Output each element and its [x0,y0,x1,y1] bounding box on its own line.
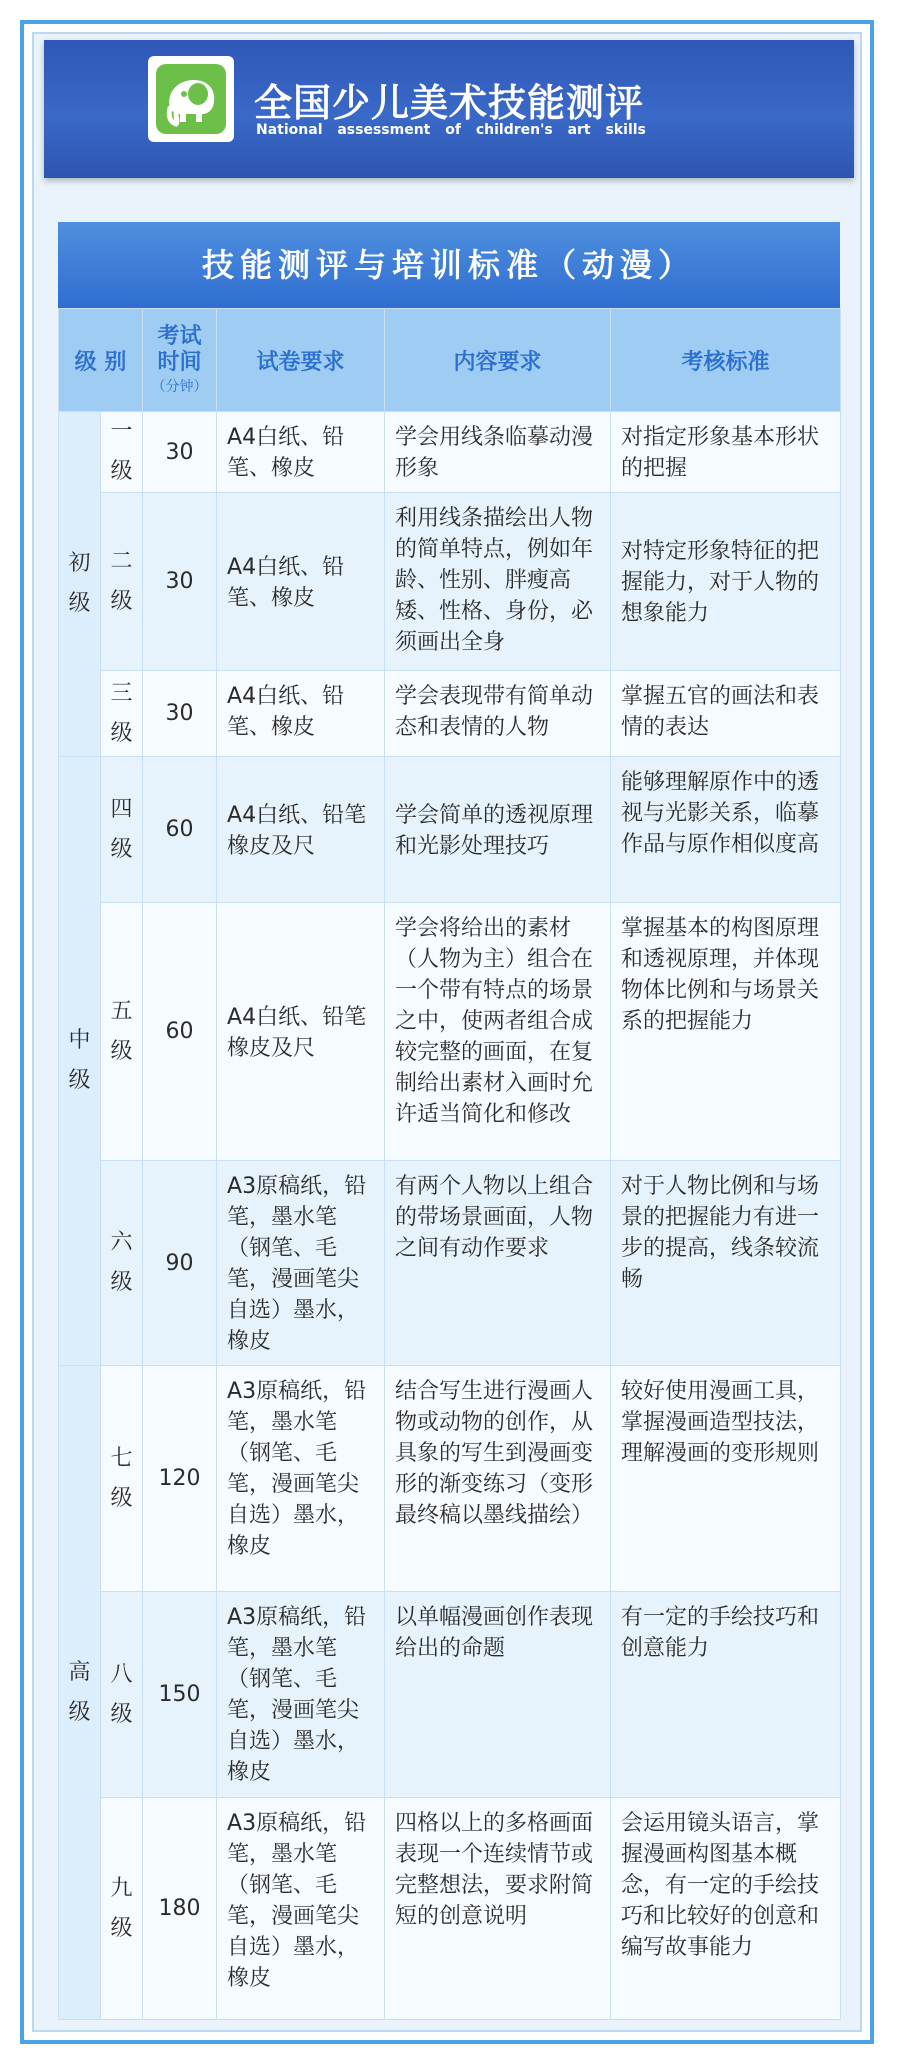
paper-cell: A4白纸、铅笔、橡皮 [217,671,385,757]
standard-cell: 较好使用漫画工具，掌握漫画造型技法，理解漫画的变形规则 [611,1366,841,1592]
content-cell: 以单幅漫画创作表现给出的命题 [385,1592,611,1798]
level-label: 三级 [110,680,133,746]
table-row [59,903,841,1161]
standard-cell: 会运用镜头语言，掌握漫画构图基本概念，有一定的手绘技巧和比较好的创意和编写故事能力 [611,1798,841,2020]
content-cell: 学会表现带有简单动态和表情的人物 [385,671,611,757]
time-cell: 60 [143,903,217,1161]
table-row [59,412,841,493]
standard-cell: 掌握基本的构图原理和透视原理，并体现物体比例和与场景关系的把握能力 [611,903,841,1161]
table-header-row [59,309,841,412]
time-cell: 30 [143,412,217,493]
standard-cell: 能够理解原作中的透视与光影关系，临摹作品与原作相似度高 [611,757,841,903]
level-cell [101,1161,143,1366]
table-title: 技能测评与培训标准（动漫） [58,222,840,308]
paper-cell: A4白纸、铅笔橡皮及尺 [217,903,385,1161]
standards-table-container [58,222,840,2020]
paper-cell: A4白纸、铅笔橡皮及尺 [217,757,385,903]
paper-cell: A3原稿纸，铅笔，墨水笔（钢笔、毛笔，漫画笔尖自选）墨水，橡皮 [217,1161,385,1366]
standard-cell: 对特定形象特征的把握能力，对于人物的想象能力 [611,493,841,671]
column-header-standard: 考核标准 [611,309,841,412]
time-cell: 150 [143,1592,217,1798]
time-cell: 30 [143,671,217,757]
standard-cell: 对于人物比例和与场景的把握能力有进一步的提高，线条较流畅 [611,1161,841,1366]
column-header-paper: 试卷要求 [217,309,385,412]
content-cell: 学会将给出的素材（人物为主）组合在一个带有特点的场景之中，使两者组合成较完整的画面，在复制给出素材入画时允许适当简化和修改 [385,903,611,1161]
column-header-content: 内容要求 [385,309,611,412]
level-cell [101,1366,143,1592]
level-label: 五级 [110,998,133,1064]
table-row [59,1592,841,1798]
table-row [59,1161,841,1366]
content-cell: 学会用线条临摹动漫形象 [385,412,611,493]
table-row [59,1366,841,1592]
content-cell: 有两个人物以上组合的带场景画面，人物之间有动作要求 [385,1161,611,1366]
standard-cell: 对指定形象基本形状的把握 [611,412,841,493]
table-row [59,493,841,671]
content-cell: 四格以上的多格画面表现一个连续情节或完整想法，要求附简短的创意说明 [385,1798,611,2020]
level-cell [101,903,143,1161]
time-cell: 90 [143,1161,217,1366]
header-banner [44,40,854,178]
time-cell: 30 [143,493,217,671]
time-cell: 60 [143,757,217,903]
level-label: 一级 [110,419,133,484]
column-header-time [143,309,217,412]
elephant-icon [156,64,226,134]
time-cell: 180 [143,1798,217,2020]
paper-cell: A4白纸、铅笔、橡皮 [217,412,385,493]
header-title: 全国少儿美术技能测评 [254,81,645,125]
level-label: 八级 [110,1661,133,1727]
standard-cell: 有一定的手绘技巧和创意能力 [611,1592,841,1798]
paper-cell: A3原稿纸，铅笔，墨水笔（钢笔、毛笔，漫画笔尖自选）墨水，橡皮 [217,1366,385,1592]
column-header-level: 级 别 [59,309,143,412]
group-label: 高级 [68,1659,91,1725]
content-cell: 学会简单的透视原理和光影处理技巧 [385,757,611,903]
standards-table [58,308,841,2020]
table-row [59,1798,841,2020]
level-label: 四级 [110,796,133,862]
level-cell [101,412,143,493]
group-cell [59,1366,101,2020]
level-cell [101,757,143,903]
level-cell [101,1592,143,1798]
level-cell [101,493,143,671]
content-cell: 利用线条描绘出人物的简单特点，例如年龄、性别、胖瘦高矮、性格、身份，必须画出全身 [385,493,611,671]
table-row [59,671,841,757]
header-subtitle: National assessment of children's art skills [256,122,646,138]
level-label: 九级 [110,1875,133,1941]
table-row [59,757,841,903]
paper-cell: A3原稿纸，铅笔，墨水笔（钢笔、毛笔，漫画笔尖自选）墨水，橡皮 [217,1798,385,2020]
time-cell: 120 [143,1366,217,1592]
standard-cell: 掌握五官的画法和表情的表达 [611,671,841,757]
content-cell: 结合写生进行漫画人物或动物的创作，从具象的写生到漫画变形的渐变练习（变形最终稿以墨线描绘） [385,1366,611,1592]
paper-cell: A4白纸、铅笔、橡皮 [217,493,385,671]
level-cell [101,671,143,757]
paper-cell: A3原稿纸，铅笔，墨水笔（钢笔、毛笔，漫画笔尖自选）墨水，橡皮 [217,1592,385,1798]
group-label: 中级 [68,1028,91,1093]
level-cell [101,1798,143,2020]
level-label: 二级 [110,548,133,614]
group-cell [59,412,101,757]
group-cell [59,757,101,1366]
level-label: 七级 [110,1445,133,1511]
group-label: 初级 [68,551,91,616]
column-header-time-label: 考试时间 [157,324,202,375]
level-label: 六级 [110,1230,133,1295]
column-header-time-unit: （分钟） [151,379,208,395]
logo [148,56,234,142]
